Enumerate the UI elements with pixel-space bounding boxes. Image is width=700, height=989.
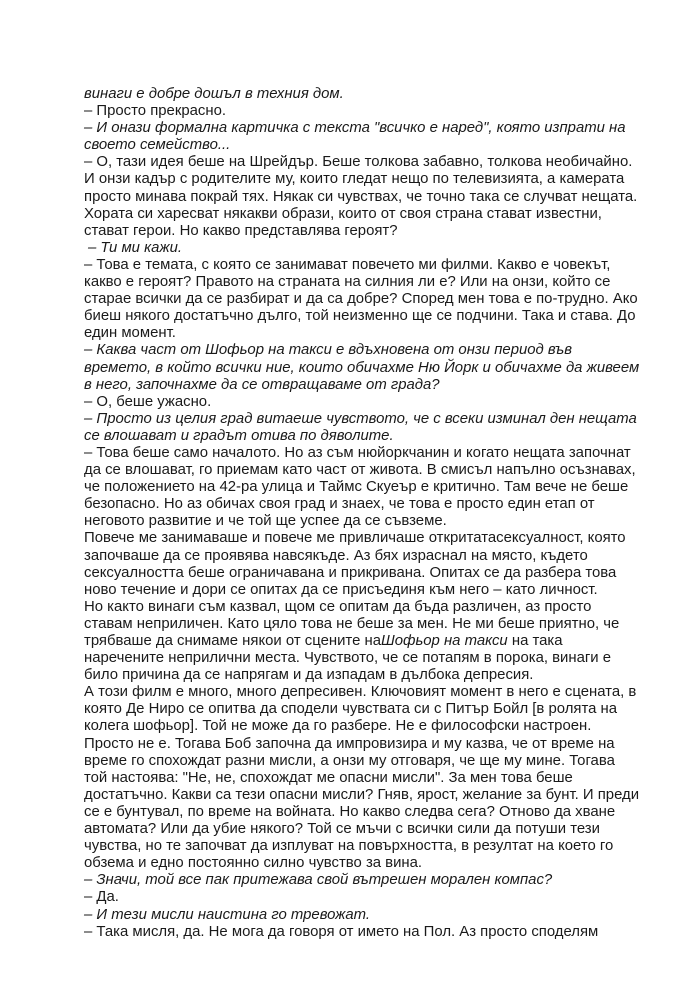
text-segment: – Това беше само началото. Но аз съм нюйоркчанин и когато нещата започнат да се влошават, го приемам като част от живота. В смисъл напълно осъзнавах, че положението на 42-ра улица и Таймс Скуеър е критично. Там вече не беше безопасно. Но аз обичах своя град и знаех, че това е просто един етап от неговото развитие и че той ще успее да се съвземе. [84, 444, 636, 530]
text-segment: – Просто из целия град витаеше чувството, че с всеки изминал ден нещата се влошават и градът отива по дяволите. [84, 410, 637, 444]
paragraph [84, 240, 642, 257]
text-segment: – Значи, той все пак притежава свой вътрешен морален компас? [84, 872, 553, 889]
paragraph [84, 872, 642, 889]
text-segment: – О, беше ужасно. [84, 393, 212, 410]
document-body [84, 86, 642, 941]
text-segment: – И тези мисли наистина го тревожат. [84, 906, 371, 923]
paragraph [84, 599, 642, 684]
paragraph [84, 889, 642, 906]
text-segment: Но както винаги съм казвал, щом се опитам да бъда различен, аз просто ставам неприличен. Като цяло това не беше за мен. Не ми беше приятно, че трябваше да снимаме някои от сцените на [84, 598, 620, 649]
film-title: Шофьор на такси [381, 633, 508, 649]
paragraph [84, 154, 642, 239]
text-segment: – Каква част от Шофьор на такси е вдъхновена от онзи период във времето, в който всички ние, които обичахме Ню Йорк и обичахме да живеем в него, започнахме да се отвращаваме от града? [84, 342, 640, 393]
paragraph [84, 120, 642, 154]
text-segment: – Така мисля, да. Не мога да говоря от името на Пол. Аз просто споделям [84, 923, 599, 940]
paragraph [84, 394, 642, 411]
text-segment: – Просто прекрасно. [84, 103, 226, 120]
text-segment: – Да. [84, 889, 119, 906]
paragraph [84, 103, 642, 120]
paragraph [84, 907, 642, 924]
paragraph [84, 86, 642, 103]
text-segment: Повече ме занимаваше и повече ме привличаше откритатасексуалност, която започваше да се проявява навсякъде. Аз бях израснал на място, където сексуалността беше ограничавана и прикривана. Опитах се да разбера това ново течение и дори се опитах да се присъединя към него – като личност. [84, 530, 626, 598]
paragraph [84, 342, 642, 393]
paragraph [84, 445, 642, 530]
text-segment: – О, тази идея беше на Шрейдър. Беше толкова забавно, толкова необичайно. И онзи кадър с родителите му, които гледат нещо по телевизията, а камерата просто минава покрай тях. Някак си чувствах, че точно така се случват нещата. Хората си харесват някакви образи, които от своя страна стават известни, стават герои. Но какво представлява героят? [84, 154, 638, 239]
paragraph [84, 684, 642, 872]
text-segment: – И онази формална картичка с текста "всичко е наред", която изпрати на своето семейство... [84, 120, 626, 154]
text-segment: – Това е темата, с която се занимават повечето ми филми. Какво е човекът, какво е героят? Правото на страната на силния ли е? Или на онзи, който се старае всички да се разбират и да са добре? Според мен това е по-трудно. Ако биеш някого достатъчно дълго, той неизменно ще се подчини. Така и става. До един момент. [84, 256, 638, 342]
text-segment: на така наречените неприлични места. Чувството, че се потапям в порока, винаги е било причина да се напрягам и да изпадам в дълбока депресия. [84, 633, 612, 684]
text-segment: винаги е добре дошъл в техния дом. [84, 86, 344, 102]
text-segment: А този филм е много, много депресивен. Ключовият момент в него е сцената, в която Де Ниро се опитва да сподели чувствата си с Питър Бойл [в ролята на колега шофьор]. Той не може да го разбере. Не е философски настроен. Просто не е. Тогава Боб започна да импровизира и му казва, че от време на време го спохождат разни мисли, а онзи му отговаря, че ще му мине. Тогава той настоява: "Не, не, спохождат ме опасни мисли". За мен това беше достатъчно. Какви са тези опасни мисли? Гняв, ярост, желание за бунт. И преди се е бунтувал, по време на войната. Но какво следва сега? Отново да хване автомата? Или да убие някого? Той се мъчи с всички сили да потуши тези чувства, но те започват да изплуват на повърхността, в резултат на което го обзема и едно постоянно силно чувство за вина. [84, 684, 640, 872]
paragraph [84, 257, 642, 342]
paragraph [84, 530, 642, 598]
text-segment: – Ти ми кажи. [88, 239, 183, 256]
paragraph [84, 924, 642, 941]
paragraph [84, 411, 642, 445]
